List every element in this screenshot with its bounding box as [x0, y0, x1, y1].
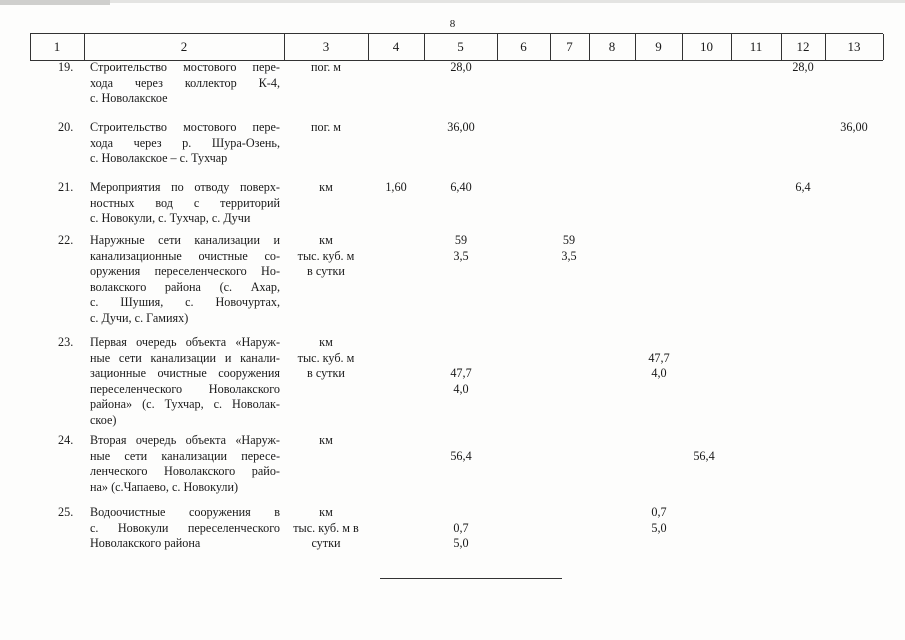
column-header-4: 4 — [392, 39, 400, 54]
unit-cell-line: км — [319, 233, 333, 247]
value-c5 — [431, 180, 491, 196]
item-name-line: на» (с.Чапаево, с. Новокули) — [90, 479, 239, 494]
row-number: 21. — [58, 180, 74, 194]
value-c5-line — [431, 335, 491, 351]
item-name-line: Строительство мостового пере- — [90, 120, 280, 134]
row-number: 25. — [58, 505, 74, 519]
value-c5-line: 5,0 — [453, 536, 469, 550]
item-name — [90, 233, 280, 326]
value-c5-line — [431, 433, 491, 449]
table-header — [30, 33, 883, 61]
item-name-line: ское) — [90, 412, 117, 427]
item-name-line: ные сети канализации и канали- — [90, 350, 280, 365]
value-c5-line: 28,0 — [450, 60, 472, 74]
value-c9-line: 47,7 — [648, 350, 670, 365]
unit-cell-line: км — [319, 335, 333, 349]
column-header-10: 10 — [700, 39, 713, 54]
item-name — [90, 180, 280, 227]
value-c5 — [431, 60, 491, 76]
unit-cell-line: км — [319, 433, 333, 447]
item-name-line: Новолакского района — [90, 536, 201, 550]
value-c5-line: 56,4 — [450, 448, 472, 463]
unit-cell-line: в сутки — [307, 366, 345, 380]
row-number: 22. — [58, 233, 74, 247]
value-c9-line: 0,7 — [651, 505, 667, 519]
value-c13 — [824, 120, 884, 136]
item-name-line: волакского района (с. Ахар, — [90, 279, 280, 294]
column-header-7: 7 — [566, 39, 573, 54]
item-name — [90, 60, 280, 107]
value-c9-line: 5,0 — [651, 520, 667, 535]
item-name-line: хода через коллектор К-4, — [90, 75, 280, 90]
value-c10-line — [674, 433, 734, 449]
value-c10-line: 56,4 — [693, 448, 715, 463]
column-header-12: 12 — [796, 39, 810, 54]
value-c12-line: 6,4 — [795, 180, 811, 194]
unit-cell — [281, 433, 371, 449]
unit-cell-line: тыс. куб. м — [297, 248, 355, 263]
item-name-line: Наружные сети канализации и — [90, 233, 280, 247]
column-header-6: 6 — [520, 39, 527, 54]
value-c5 — [431, 120, 491, 136]
item-name — [90, 120, 280, 167]
value-c7 — [539, 233, 599, 264]
value-c5-line: 47,7 — [450, 366, 472, 380]
item-name-line: с. Шушия, с. Новочуртах, — [90, 295, 280, 309]
unit-cell-line: км — [319, 505, 333, 519]
unit-cell — [281, 60, 371, 76]
unit-cell-line: пог. м — [310, 60, 342, 74]
footer-rule — [380, 578, 562, 579]
item-name — [90, 335, 280, 428]
item-name-line: Первая очередь объекта «Наруж- — [90, 335, 280, 349]
value-c4-line: 1,60 — [385, 180, 407, 194]
unit-cell-line: км — [319, 180, 333, 194]
item-name-line: района» (с. Тухчар, с. Новолак- — [90, 397, 280, 411]
item-name-line: с. Новолакское – с. Тухчар — [90, 151, 228, 165]
item-name-line: ленческого Новолакского райо- — [90, 464, 280, 478]
unit-cell — [281, 233, 371, 280]
value-c5 — [431, 433, 491, 464]
row-number: 20. — [58, 120, 74, 134]
unit-cell — [281, 180, 371, 196]
value-c9 — [629, 335, 689, 382]
value-c5 — [431, 335, 491, 397]
scan-edge — [0, 0, 905, 3]
unit-cell — [281, 120, 371, 136]
unit-cell-line: тыс. куб. м в — [293, 520, 359, 535]
item-name-line: с. Новокули, с. Тухчар, с. Дучи — [90, 211, 251, 225]
column-header-8: 8 — [608, 39, 616, 54]
item-name-line: Водоочистные сооружения в — [90, 505, 280, 519]
value-c13-line: 36,00 — [840, 120, 868, 134]
value-c9-line: 4,0 — [651, 366, 667, 380]
unit-cell-line: сутки — [311, 536, 341, 550]
column-header-5: 5 — [457, 39, 464, 54]
item-name-line: оружения переселенческого Но- — [90, 264, 280, 278]
item-name — [90, 505, 280, 552]
item-name-line: ностных вод с территорий — [90, 195, 280, 210]
row-number: 19. — [58, 60, 74, 74]
unit-cell-line: пог. м — [310, 120, 342, 134]
row-number: 24. — [58, 433, 74, 447]
item-name-line: Строительство мостового пере- — [90, 60, 280, 74]
value-c5-line: 4,0 — [453, 381, 469, 396]
item-name-line: с. Новолакское — [90, 91, 168, 105]
value-c7-line: 59 — [562, 233, 576, 247]
column-header-3: 3 — [322, 39, 330, 54]
column-header-11: 11 — [749, 39, 763, 54]
value-c7-line: 3,5 — [561, 248, 577, 263]
item-name-line: ные сети канализации пересе- — [90, 448, 280, 463]
unit-cell — [281, 335, 371, 382]
item-name-line: зационные очистные сооружения — [90, 366, 280, 380]
scan-mark — [0, 0, 110, 5]
value-c10 — [674, 433, 734, 464]
column-divider — [883, 34, 884, 60]
column-header-2: 2 — [180, 39, 188, 54]
item-name-line: с. Новокули переселенческого — [90, 520, 280, 535]
column-header-9: 9 — [655, 39, 662, 54]
item-name-line: канализационные очистные со- — [90, 248, 280, 263]
item-name-line: хода через р. Шура-Озень, — [90, 135, 280, 150]
value-c12 — [773, 60, 833, 76]
unit-cell-line: тыс. куб. м — [297, 350, 355, 365]
value-c5-line: 0,7 — [453, 520, 469, 535]
value-c5-line — [431, 505, 491, 521]
value-c5 — [431, 505, 491, 552]
value-c5 — [431, 233, 491, 264]
unit-cell — [281, 505, 371, 552]
value-c5-line: 6,40 — [450, 180, 472, 194]
value-c5-line: 36,00 — [447, 120, 475, 134]
value-c5-line: 3,5 — [453, 248, 469, 263]
page-number: 8 — [449, 18, 456, 30]
item-name-line: с. Дучи, с. Гамиях) — [90, 310, 189, 325]
column-header-13: 13 — [847, 39, 861, 54]
value-c12-line: 28,0 — [792, 60, 814, 74]
row-number: 23. — [58, 335, 74, 349]
item-name-line: Вторая очередь объекта «Наруж- — [90, 433, 280, 447]
value-c5-line — [431, 351, 491, 367]
item-name-line: переселенческого Новолакского — [90, 381, 280, 396]
column-header-1: 1 — [53, 39, 61, 54]
item-name-line: Мероприятия по отводу поверх- — [90, 180, 280, 194]
value-c12 — [773, 180, 833, 196]
value-c5-line: 59 — [454, 233, 468, 247]
item-name — [90, 433, 280, 495]
unit-cell-line: в сутки — [307, 264, 345, 278]
value-c9-line — [629, 335, 689, 351]
value-c9 — [629, 505, 689, 536]
value-c4 — [366, 180, 426, 196]
